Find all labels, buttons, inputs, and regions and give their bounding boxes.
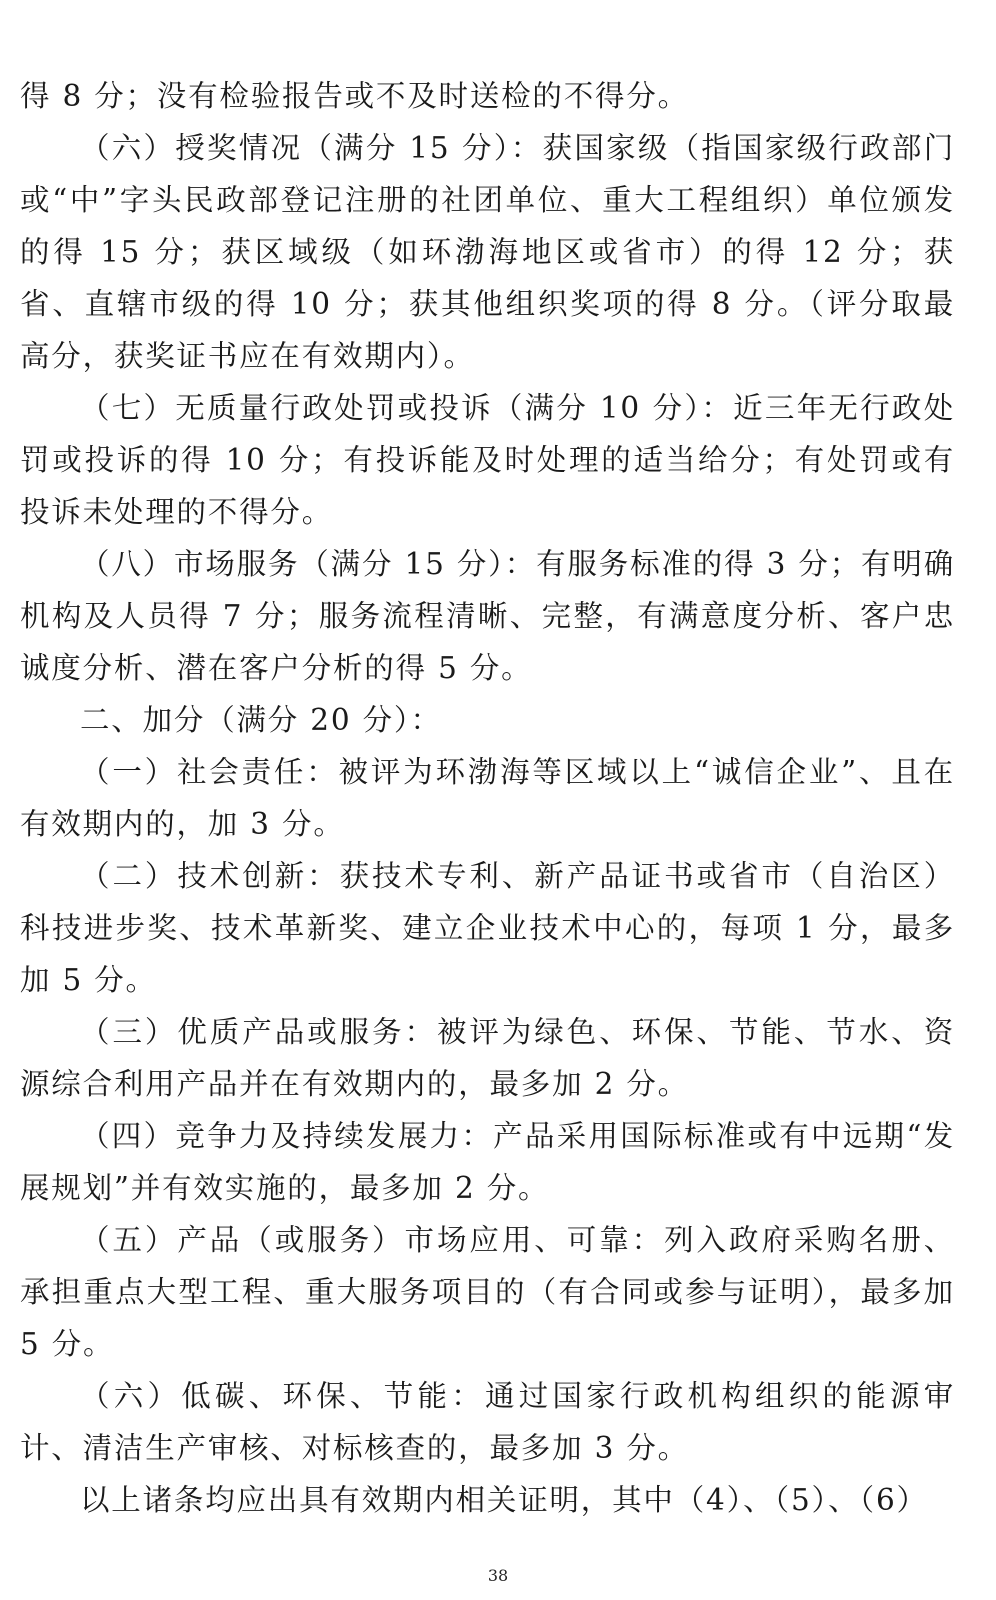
paragraph-low-carbon: （六）低碳、环保、节能：通过国家行政机构组织的能源审计、清洁生产审核、对标核查的，最多加 3 分。 — [20, 1379, 955, 1465]
paragraph-quality-products: （三）优质产品或服务：被评为绿色、环保、节能、节水、资源综合利用产品并在有效期内的，最多加 2 分。 — [20, 1015, 955, 1101]
paragraph-continuation: 得 8 分；没有检验报告或不及时送检的不得分。 — [20, 79, 689, 113]
paragraph-closing: 以上诸条均应出具有效期内相关证明，其中（4）、（5）、（6） — [80, 1483, 928, 1517]
page-number: 38 — [487, 1566, 509, 1585]
paragraph-no-penalty: （七）无质量行政处罚或投诉（满分 10 分）：近三年无行政处罚或投诉的得 10 分；有投诉能及时处理的适当给分；有处罚或有投诉未处理的不得分。 — [20, 391, 955, 529]
paragraph-tech-innovation: （二）技术创新：获技术专利、新产品证书或省市（自治区）科技进步奖、技术革新奖、建立企业技术中心的，每项 1 分，最多加 5 分。 — [20, 859, 955, 997]
document-body — [20, 70, 955, 1526]
section-heading-bonus: 二、加分（满分 20 分）： — [80, 703, 442, 737]
paragraph-market-application: （五）产品（或服务）市场应用、可靠：列入政府采购名册、承担重点大型工程、重大服务项目的（有合同或参与证明），最多加 5 分。 — [20, 1223, 955, 1361]
paragraph-market-service: （八）市场服务（满分 15 分）：有服务标准的得 3 分；有明确机构及人员得 7 分；服务流程清晰、完整，有满意度分析、客户忠诚度分析、潜在客户分析的得 5 分。 — [20, 547, 955, 685]
paragraph-competitiveness: （四）竞争力及持续发展力：产品采用国际标准或有中远期“发展规划”并有效实施的，最多加 2 分。 — [20, 1119, 955, 1205]
paragraph-social-responsibility: （一）社会责任：被评为环渤海等区域以上“诚信企业”、且在有效期内的，加 3 分。 — [20, 755, 955, 841]
paragraph-award-status: （六）授奖情况（满分 15 分）：获国家级（指国家级行政部门或“中”字头民政部登记注册的社团单位、重大工程组织）单位颁发的得 15 分；获区域级（如环渤海地区或省市）的得 12 分；获省、直辖市级的得 10 分；获其他组织奖项的得 8 分。（评分取最高分，获奖证书应在有效期内）。 — [20, 131, 955, 373]
